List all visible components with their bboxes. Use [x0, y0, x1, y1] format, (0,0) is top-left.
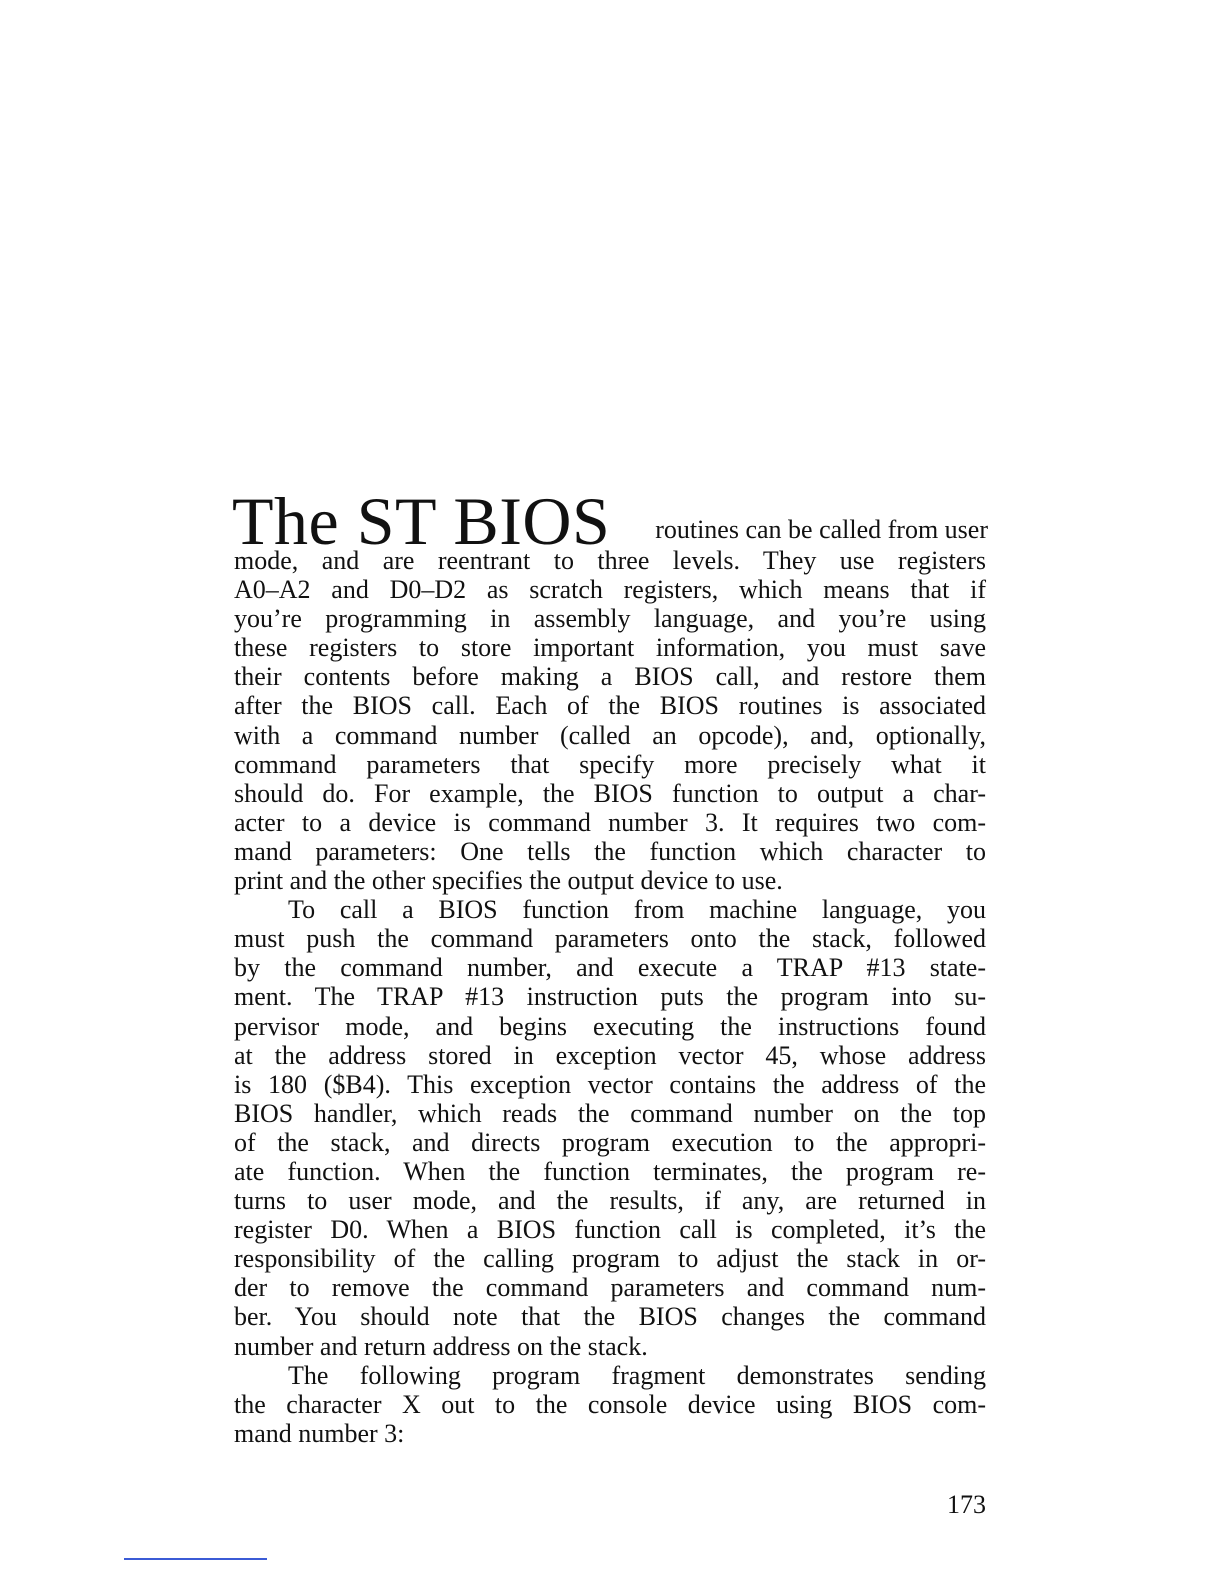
text-line: pervisor mode, and begins executing the instructions found [234, 1011, 986, 1041]
chapter-lead-title: The ST BIOS [232, 483, 611, 559]
text-line: is 180 ($B4). This exception vector contains the address of the [234, 1069, 986, 1099]
text-line: mand number 3: [234, 1418, 405, 1448]
text-line: with a command number (called an opcode), and, optionally, [234, 720, 986, 750]
text-line: A0–A2 and D0–D2 as scratch registers, which means that if [234, 575, 986, 605]
text-line: print and the other specifies the output device to use. [234, 866, 783, 896]
text-line: responsibility of the calling program to adjust the stack in or- [234, 1244, 986, 1274]
opening-line [232, 483, 988, 559]
text-line: mand parameters: One tells the function which character to [234, 836, 986, 866]
text-line: The following program fragment demonstrates sending [288, 1360, 986, 1390]
text-line: ber. You should note that the BIOS changes the command [234, 1302, 986, 1332]
text-line: should do. For example, the BIOS function to output a char- [234, 778, 986, 808]
text-line: der to remove the command parameters and command num- [234, 1273, 986, 1303]
text-line: To call a BIOS function from machine language, you [288, 895, 986, 925]
text-line: their contents before making a BIOS call, and restore them [234, 662, 986, 692]
text-line: the character X out to the console device using BIOS com- [234, 1389, 986, 1419]
text-line: number and return address on the stack. [234, 1331, 648, 1361]
opening-line-rest: routines can be called from user [655, 515, 988, 544]
text-line: after the BIOS call. Each of the BIOS routines is associated [234, 691, 986, 721]
text-line: command parameters that specify more precisely what it [234, 749, 986, 779]
page-number: 173 [947, 1490, 986, 1519]
text-line: you’re programming in assembly language, and you’re using [234, 604, 986, 634]
text-line: register D0. When a BIOS function call is completed, it’s the [234, 1215, 986, 1245]
text-line: ate function. When the function terminates, the program re- [234, 1156, 986, 1186]
footer-rule [124, 1558, 267, 1560]
text-line: ment. The TRAP #13 instruction puts the program into su- [234, 982, 986, 1012]
text-line: mode, and are reentrant to three levels. They use registers [234, 546, 986, 575]
text-line: acter to a device is command number 3. It requires two com- [234, 807, 986, 837]
text-line: turns to user mode, and the results, if any, are returned in [234, 1186, 986, 1216]
text-line: by the command number, and execute a TRAP #13 state- [234, 953, 986, 983]
text-line: must push the command parameters onto the stack, followed [234, 924, 986, 954]
text-line: at the address stored in exception vector 45, whose address [234, 1040, 986, 1070]
text-line: of the stack, and directs program execution to the appropri- [234, 1127, 986, 1157]
body-text [232, 483, 988, 1448]
text-line: these registers to store important information, you must save [234, 633, 986, 663]
text-line: BIOS handler, which reads the command number on the top [234, 1098, 986, 1128]
